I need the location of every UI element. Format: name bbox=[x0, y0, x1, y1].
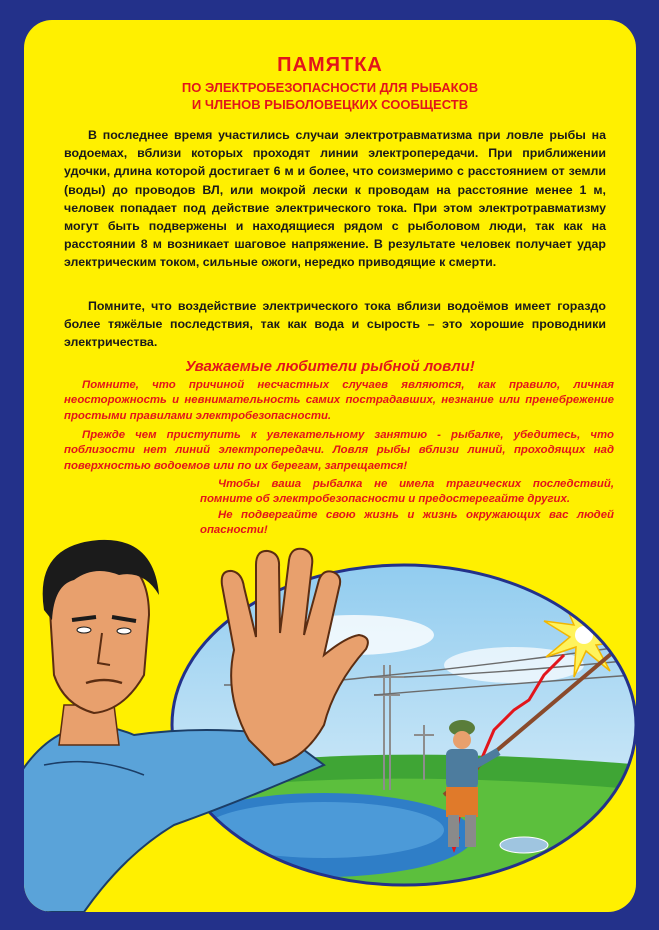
appeal-paragraph-4: Не подвергайте свою жизнь и жизнь окружающих вас людей опасности! bbox=[200, 509, 614, 537]
appeal-paragraph-1: Помните, что причиной несчастных случаев являются, как правило, личная неосторожность и невнимательность самих пострадавших, незнание или пренебрежение простыми правилами электробезопасности. bbox=[64, 379, 614, 422]
safety-illustration bbox=[24, 525, 636, 912]
caught-fish bbox=[500, 837, 548, 853]
subtitle-line-2: И ЧЛЕНОВ РЫБОЛОВЕЦКИХ СООБЩЕСТВ bbox=[191, 97, 469, 112]
appeal-paragraph-2: Прежде чем приступить к увлекательному занятию - рыбалке, убедитесь, что поблизости нет линий электропередачи. Ловля рыбы вблизи линий, проходящих над поверхностью водоемов или по их берегам, запрещается! bbox=[64, 429, 614, 472]
subtitle-line-1: ПО ЭЛЕКТРОБЕЗОПАСНОСТИ ДЛЯ РЫБАКОВ bbox=[181, 80, 479, 95]
intro-paragraph-2: Помните, что воздействие электрического тока вблизи водоёмов имеет гораздо более тяжёлые последствия, так как вода и сырость – это хорошие проводники электричества. bbox=[64, 299, 606, 350]
intro-paragraph-1: В последнее время участились случаи электротравматизма при ловле рыбы на водоемах, вблизи которых проходят линии электропередачи. При приближении удочки, длина которой достигает 6 м и более, что соизмеримо с расстоянием от земли (воды) до проводов ВЛ, или мокрой лески к проводам на расстояние менее 1 м, человек попадает под действие электрического тока. При этом электротравматизму могут быть подвержены и находящиеся рядом с рыболовом люди, так как на расстоянии 8 м возникает шаговое напряжение. В результате человек получает удар электрическим током, сильные ожоги, нередко приводящие к смерти. bbox=[64, 128, 606, 270]
appeal-paragraph-3: Чтобы ваша рыбалка не имела трагических последствий, помните об электробезопасности и предостерегайте других. bbox=[200, 478, 614, 506]
poster-panel bbox=[24, 20, 636, 912]
poster-title: ПАМЯТКА bbox=[277, 54, 383, 76]
poster-subtitle bbox=[24, 79, 636, 113]
appeal-heading: Уважаемые любители рыбной ловли! bbox=[185, 358, 475, 375]
